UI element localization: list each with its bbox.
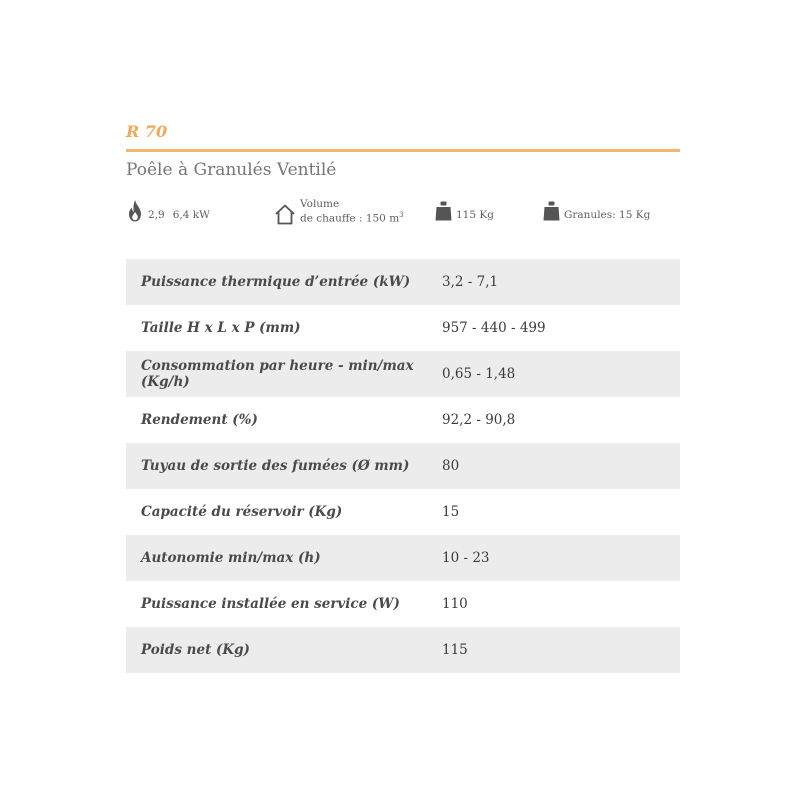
spec-value: 3,2 - 7,1 xyxy=(442,259,680,305)
spec-label: Puissance thermique d’entrée (kW) xyxy=(126,259,442,305)
spec-label: Puissance installée en service (W) xyxy=(141,596,400,612)
pellets-value: Granules: 15 Kg xyxy=(564,209,651,221)
volume-value: de chauffe : 150 m xyxy=(300,212,400,225)
table-row xyxy=(126,443,680,489)
table-row xyxy=(126,535,680,581)
feature-weight xyxy=(435,201,494,221)
table-row xyxy=(126,581,680,627)
spec-value: 110 xyxy=(442,596,468,612)
volume-unit-exponent: 3 xyxy=(399,211,404,219)
feature-heating-volume xyxy=(274,199,404,225)
weight-icon xyxy=(543,201,560,221)
flame-icon xyxy=(128,200,142,222)
spec-value: 10 - 23 xyxy=(442,535,680,581)
spec-label: Consommation par heure - min/max (Kg/h) xyxy=(126,351,442,397)
spec-value: 115 xyxy=(442,627,680,673)
table-row xyxy=(126,627,680,673)
table-row xyxy=(126,397,680,443)
house-icon xyxy=(274,204,296,225)
table-row xyxy=(126,351,680,397)
accent-divider xyxy=(126,149,680,152)
weight-value: 115 Kg xyxy=(456,209,494,221)
spec-value: 80 xyxy=(442,443,680,489)
table-row xyxy=(126,305,680,351)
weight-icon xyxy=(435,201,452,221)
spec-label: Taille H x L x P (mm) xyxy=(141,320,301,336)
spec-value: 92,2 - 90,8 xyxy=(442,412,516,428)
table-row xyxy=(126,489,680,535)
spec-label: Autonomie min/max (h) xyxy=(126,535,442,581)
feature-pellets xyxy=(543,201,650,221)
spec-value: 0,65 - 1,48 xyxy=(442,351,680,397)
power-max: 6,4 kW xyxy=(172,209,210,221)
spec-label: Tuyau de sortie des fumées (Ø mm) xyxy=(126,443,442,489)
spec-label: Poids net (Kg) xyxy=(126,627,442,673)
feature-power xyxy=(128,200,210,222)
volume-label: Volume xyxy=(300,198,340,210)
specs-table xyxy=(126,259,680,673)
spec-label: Rendement (%) xyxy=(141,412,258,428)
product-subtitle: Poêle à Granulés Ventilé xyxy=(126,160,337,180)
table-row xyxy=(126,259,680,305)
spec-label: Capacité du réservoir (Kg) xyxy=(141,504,343,520)
power-min: 2,9 xyxy=(148,209,165,221)
spec-value: 15 xyxy=(442,504,460,520)
spec-value: 957 - 440 - 499 xyxy=(442,320,546,336)
product-code: R 70 xyxy=(126,122,168,141)
